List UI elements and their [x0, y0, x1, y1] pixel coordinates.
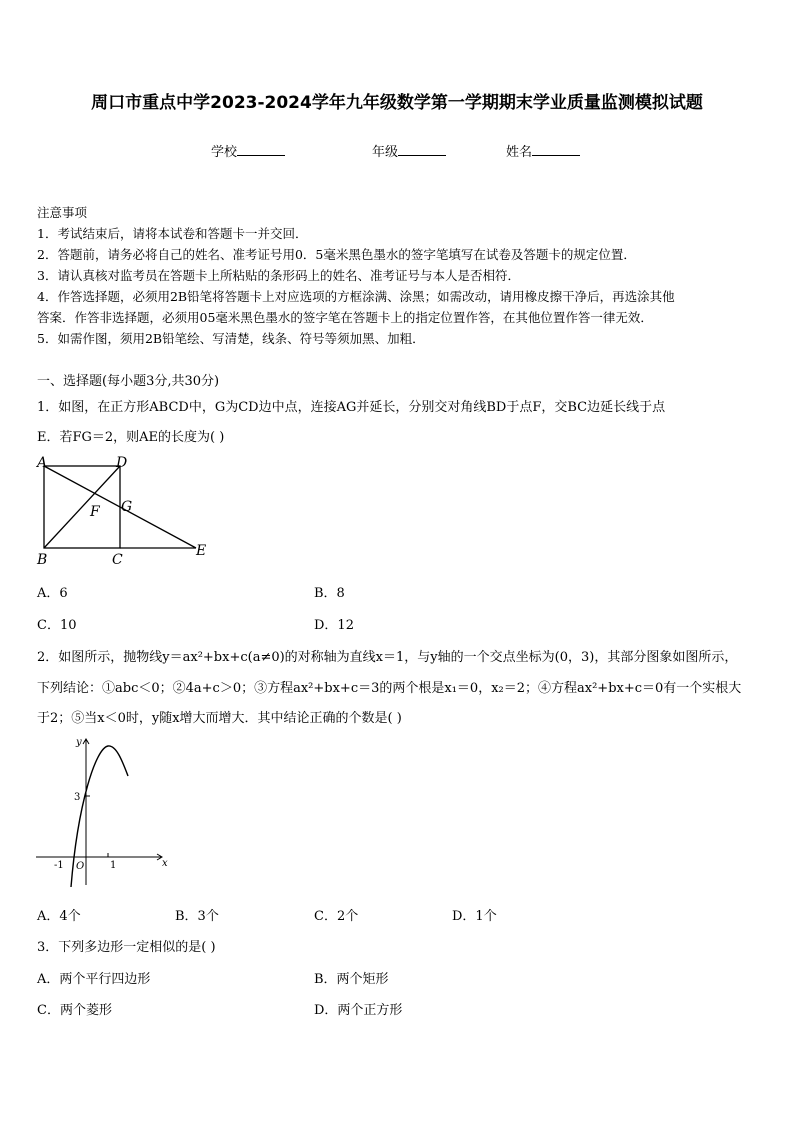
- label-neg1: -1: [54, 860, 64, 871]
- school-field: [211, 141, 285, 160]
- name-blank[interactable]: [532, 143, 580, 156]
- diagonal-bd: [44, 466, 120, 548]
- label-one: 1: [110, 860, 117, 871]
- section-heading: 一、选择题(每小题3分,共30分): [37, 374, 220, 389]
- q1-option-c[interactable]: C．10: [37, 618, 77, 633]
- page-title: 周口市重点中学2023-2024学年九年级数学第一学期期末学业质量监测模拟试题: [91, 93, 703, 113]
- q2-stem-line2: 下列结论：①abc＜0；②4a+c＞0；③方程ax²+bx+c＝3的两个根是x₁＝0，x₂＝2；④方程ax²+bx+c＝0有一个实根大: [37, 681, 742, 696]
- note-item: 3．请认真核对监考员在答题卡上所粘贴的条形码上的姓名、准考证号与本人是否相符．: [37, 268, 520, 283]
- note-item: 2．答题前，请务必将自己的姓名、准考证号用0．5毫米黑色墨水的签字笔填写在试卷及答题卡的规定位置．: [37, 247, 636, 262]
- q3-option-a[interactable]: A．两个平行四边形: [37, 972, 151, 987]
- label-x: x: [162, 858, 168, 869]
- q1-stem-line1: 1．如图，在正方形ABCD中，G为CD边中点，连接AG并延长，分别交对角线BD于点F，交BC边延长线于点: [37, 400, 666, 415]
- label-b: B: [37, 552, 48, 568]
- q3-option-d[interactable]: D．两个正方形: [314, 1003, 403, 1018]
- q1-figure: [34, 455, 214, 570]
- label-e: E: [196, 543, 207, 559]
- q2-option-d[interactable]: D．1个: [452, 909, 497, 924]
- q3-option-c[interactable]: C．两个菱形: [37, 1003, 112, 1018]
- label-g: G: [121, 499, 133, 515]
- q1-option-b[interactable]: B．8: [314, 586, 345, 601]
- school-label: 学校: [211, 145, 238, 160]
- school-blank[interactable]: [237, 143, 285, 156]
- q2-option-a[interactable]: A．4个: [37, 909, 81, 924]
- note-item: 5．如需作图，须用2B铅笔绘、写清楚，线条、符号等须加黑、加粗．: [37, 331, 425, 346]
- q1-option-d[interactable]: D．12: [314, 618, 354, 633]
- label-y: y: [76, 737, 82, 748]
- q1-stem-line2: E．若FG＝2，则AE的长度为( ): [37, 430, 225, 445]
- q2-option-c[interactable]: C．2个: [314, 909, 359, 924]
- grade-label: 年级: [372, 145, 399, 160]
- label-d: D: [116, 455, 128, 471]
- note-item: 1．考试结束后，请将本试卷和答题卡一并交回．: [37, 226, 308, 241]
- label-three: 3: [74, 792, 81, 803]
- label-origin: O: [76, 861, 85, 872]
- notes-heading: 注意事项: [37, 205, 88, 220]
- q2-stem-line3: 于2；⑤当x＜0时，y随x增大而增大．其中结论正确的个数是( ): [37, 711, 402, 726]
- name-field: [506, 141, 580, 160]
- grade-blank[interactable]: [398, 143, 446, 156]
- q2-option-b[interactable]: B．3个: [175, 909, 219, 924]
- name-label: 姓名: [506, 145, 533, 160]
- label-c: C: [112, 552, 123, 568]
- label-f: F: [90, 504, 100, 520]
- q2-stem-line1: 2．如图所示，抛物线y＝ax²+bx+c(a≠0)的对称轴为直线x＝1，与y轴的一个交点坐标为(0，3)，其部分图象如图所示，: [37, 650, 738, 665]
- note-item: 4．作答选择题，必须用2B铅笔将答题卡上对应选项的方框涂满、涂黑；如需改动，请用橡皮擦干净后，再选涂其他: [37, 289, 675, 304]
- grade-field: [372, 141, 446, 160]
- note-item: 答案．作答非选择题，必须用05毫米黑色墨水的签字笔在答题卡上的指定位置作答，在其他位置作答一律无效．: [37, 310, 653, 325]
- q2-graph: [34, 732, 174, 892]
- q3-stem: 3．下列多边形一定相似的是( ): [37, 940, 216, 955]
- q3-option-b[interactable]: B．两个矩形: [314, 972, 389, 987]
- label-a: A: [37, 455, 48, 471]
- q1-option-a[interactable]: A．6: [37, 586, 68, 601]
